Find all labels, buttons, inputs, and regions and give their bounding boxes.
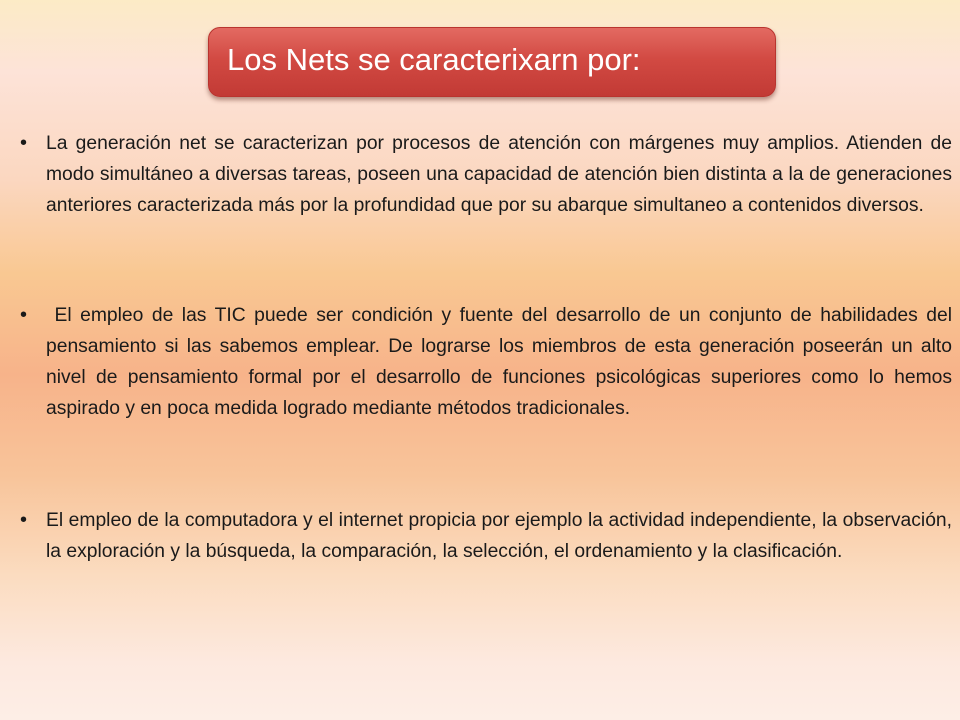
bullet-marker: • bbox=[20, 304, 28, 326]
slide-title: Los Nets se caracterixarn por: bbox=[227, 42, 641, 77]
bullet-text: La generación net se caracterizan por procesos de atención con márgenes muy amplios. Atienden de modo simultáneo a diversas tareas, poseen una capacidad de atención bien distinta a la de generaciones anteriores caracterizada más por la profundidad que por su abarque simultaneo a contenidos diversos. bbox=[46, 133, 952, 216]
bullet-marker: • bbox=[20, 132, 28, 154]
title-banner bbox=[208, 27, 776, 97]
bullet-marker: • bbox=[20, 509, 28, 531]
bullet-text: El empleo de las TIC puede ser condición y fuente del desarrollo de un conjunto de habilidades del pensamiento si las sabemos emplear. De lograrse los miembros de esta generación poseerán un alto nivel de pensamiento formal por el desarrollo de funciones psicológicas superiores como lo hemos aspirado y en poca medida logrado mediante métodos tradicionales. bbox=[46, 305, 958, 419]
bullet-text: El empleo de la computadora y el internet propicia por ejemplo la actividad independiente, la observación, la exploración y la búsqueda, la comparación, la selección, el ordenamiento y la clasificación. bbox=[46, 510, 952, 562]
